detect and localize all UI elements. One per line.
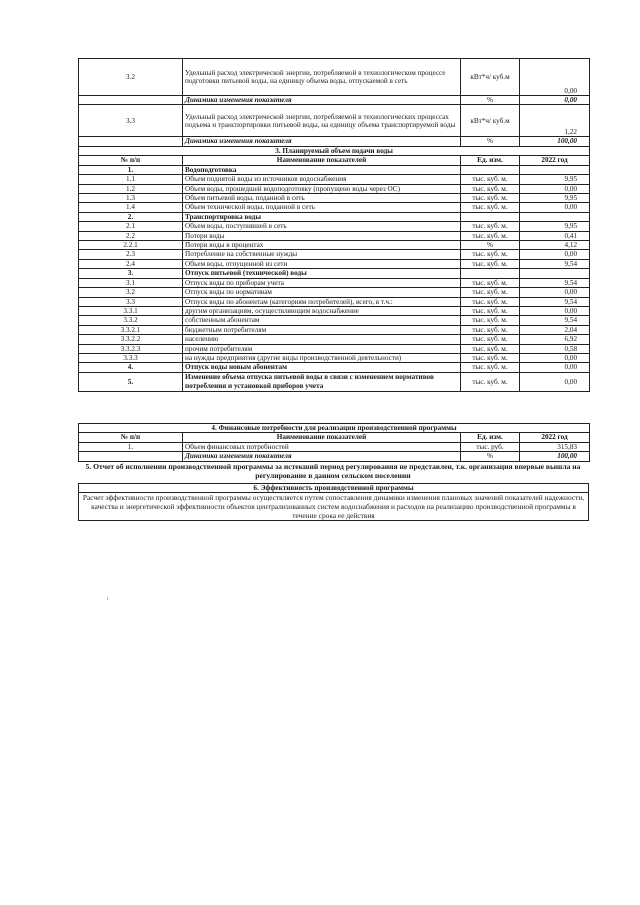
row-number: 2.2 xyxy=(79,231,183,240)
row-unit: тыс. руб. xyxy=(461,442,520,451)
row-number xyxy=(79,452,183,461)
row-unit: тыс. куб. м. xyxy=(461,184,520,193)
row-unit: тыс. куб. м. xyxy=(461,306,520,315)
header-name: Наименование показателей xyxy=(183,156,461,165)
row-name: Отпуск воды по нормативам xyxy=(183,288,461,297)
row-number: 3.3 xyxy=(79,105,183,137)
row-unit: тыс. куб. м. xyxy=(461,344,520,353)
row-unit: тыс. куб. м. xyxy=(461,363,520,372)
row-value: 0,00 xyxy=(520,353,590,362)
row-number: 1.1 xyxy=(79,175,183,184)
row-value: 9,54 xyxy=(520,316,590,325)
table-row xyxy=(79,344,590,353)
row-value: 315,83 xyxy=(520,442,590,451)
row-name: Динамика изменения показателя xyxy=(183,96,461,105)
row-name: Отпуск воды по абонентам (категориям потребителей), всего, в т.ч.: xyxy=(183,297,461,306)
table-row xyxy=(79,203,590,212)
row-value: 9,95 xyxy=(520,175,590,184)
energy-table xyxy=(78,58,590,147)
row-name: прочим потребителям xyxy=(183,344,461,353)
row-value: 9,54 xyxy=(520,259,590,268)
row-name: Потери воды в процентах xyxy=(183,241,461,250)
row-name: Транспортировка воды xyxy=(183,212,461,221)
header-unit: Ед. изм. xyxy=(461,433,520,442)
row-value: 0,00 xyxy=(520,288,590,297)
row-value: 0,00 xyxy=(520,363,590,372)
table-row xyxy=(79,241,590,250)
row-number xyxy=(79,96,183,105)
row-unit: кВт*ч/ куб.м xyxy=(461,105,520,137)
table-row xyxy=(79,259,590,268)
row-name: Потребление на собственные нужды xyxy=(183,250,461,259)
row-value: 6,92 xyxy=(520,335,590,344)
row-value: 9,95 xyxy=(520,222,590,231)
row-name: Объем поднятой воды из источников водоснабжения xyxy=(183,175,461,184)
row-unit: тыс. куб. м. xyxy=(461,353,520,362)
row-number: 3.3 xyxy=(79,297,183,306)
row-value xyxy=(520,165,590,174)
row-name: Динамика изменения показателя xyxy=(183,452,461,461)
row-unit: тыс. куб. м. xyxy=(461,222,520,231)
row-number xyxy=(79,137,183,146)
section-3-title: 3. Планируемый объем подачи воды xyxy=(79,147,590,156)
row-value: 9,95 xyxy=(520,194,590,203)
row-value: 0,00 xyxy=(520,96,590,105)
table-row xyxy=(79,105,590,137)
row-number: 3.3.1 xyxy=(79,306,183,315)
row-name: Объем воды, отпущенной из сети xyxy=(183,259,461,268)
scan-mark xyxy=(107,597,108,600)
table-row xyxy=(79,442,590,451)
table-row xyxy=(79,363,590,372)
row-unit: % xyxy=(461,137,520,146)
table-row xyxy=(79,59,590,96)
table-row xyxy=(79,137,590,146)
planned-volume-table xyxy=(78,146,590,392)
table-row xyxy=(79,194,590,203)
row-name: Отпуск питьевой (технической) воды xyxy=(183,269,461,278)
row-unit: тыс. куб. м. xyxy=(461,325,520,334)
row-unit: тыс. куб. м. xyxy=(461,335,520,344)
efficiency-table xyxy=(78,483,589,521)
row-number: 1.2 xyxy=(79,184,183,193)
row-unit: % xyxy=(461,452,520,461)
row-value: 0,00 xyxy=(520,184,590,193)
section-3-rows xyxy=(79,165,590,391)
row-number: 4. xyxy=(79,363,183,372)
table-row xyxy=(79,316,590,325)
group-row xyxy=(79,269,590,278)
row-value: 0,00 xyxy=(520,372,590,391)
row-number: 3.2 xyxy=(79,59,183,96)
row-number: 1.3 xyxy=(79,194,183,203)
row-name: бюджетным потребителям xyxy=(183,325,461,334)
section-6-title: 6. Эффективность производственной программы xyxy=(79,484,589,493)
row-name: Объем воды, прошедшей водоподготовку (пропущено воды через ОС) xyxy=(183,184,461,193)
row-value: 0,58 xyxy=(520,344,590,353)
header-num: № п/п xyxy=(79,433,183,442)
row-name: населению xyxy=(183,335,461,344)
table-row xyxy=(79,96,590,105)
row-unit xyxy=(461,165,520,174)
table-row xyxy=(79,184,590,193)
row-value: 9,54 xyxy=(520,297,590,306)
row-unit: тыс. куб. м. xyxy=(461,316,520,325)
table-row xyxy=(79,297,590,306)
row-name: Удельный расход электрической энергии, потребляемой в технологическом процессе подготовки питьевой воды, на единицу объема воды, отпускаемой в сеть xyxy=(183,59,461,96)
row-name: Объем воды, поступившей в сеть xyxy=(183,222,461,231)
row-value: 1,22 xyxy=(520,105,590,137)
table-row xyxy=(79,175,590,184)
row-value xyxy=(520,269,590,278)
row-unit xyxy=(461,269,520,278)
table-row xyxy=(79,222,590,231)
group-row xyxy=(79,212,590,221)
row-number: 3.3.3 xyxy=(79,353,183,362)
row-value: 0,41 xyxy=(520,231,590,240)
row-number: 5. xyxy=(79,372,183,391)
row-name: Водоподготовка xyxy=(183,165,461,174)
row-name: Объем технической воды, поданной в сеть xyxy=(183,203,461,212)
row-unit: тыс. куб. м. xyxy=(461,203,520,212)
row-number: 3.3.2.3 xyxy=(79,344,183,353)
row-number: 2.3 xyxy=(79,250,183,259)
row-number: 2. xyxy=(79,212,183,221)
row-unit: кВт*ч/ куб.м xyxy=(461,59,520,96)
table-row xyxy=(79,372,590,391)
row-number: 3.3.2.2 xyxy=(79,335,183,344)
row-value: 9,54 xyxy=(520,278,590,287)
table-row xyxy=(79,335,590,344)
header-year: 2022 год xyxy=(520,433,590,442)
row-name: Отпуск воды новым абонентам xyxy=(183,363,461,372)
row-number: 2.4 xyxy=(79,259,183,268)
row-value: 0,00 xyxy=(520,203,590,212)
header-name: Наименование показателей xyxy=(183,433,461,442)
row-number: 3.1 xyxy=(79,278,183,287)
row-value: 2,04 xyxy=(520,325,590,334)
row-unit: тыс. куб. м. xyxy=(461,231,520,240)
section-6-text: Расчет эффективности производственной программы осуществляется путем сопоставления динамики изменения плановых значений показателей надежности, качества и энергетической эффективности объектов централизованных систем водоснабжения и расходов на реализацию производственной программы в течение срока ее действия xyxy=(79,493,589,521)
row-name: Потери воды xyxy=(183,231,461,240)
table-row xyxy=(79,231,590,240)
row-number: 1.4 xyxy=(79,203,183,212)
table-row xyxy=(79,250,590,259)
row-unit: тыс. куб. м. xyxy=(461,297,520,306)
row-name: собственным абонентам xyxy=(183,316,461,325)
table-row xyxy=(79,353,590,362)
row-number: 3.2 xyxy=(79,288,183,297)
row-number: 3.3.2.1 xyxy=(79,325,183,334)
header-year: 2022 год xyxy=(520,156,590,165)
row-name: на нужды предприятия (другие виды производственной деятельности) xyxy=(183,353,461,362)
row-name: Изменение объема отпуска питьевой воды в связи с изменением нормативов потребления и установкой приборов учета xyxy=(183,372,461,391)
section-4-title: 4. Финансовые потребности для реализации производственной программы xyxy=(79,424,590,433)
header-num: № п/п xyxy=(79,156,183,165)
row-number: 1. xyxy=(79,165,183,174)
row-unit: тыс. куб. м. xyxy=(461,175,520,184)
group-row xyxy=(79,165,590,174)
table-row xyxy=(79,288,590,297)
row-unit: тыс. куб. м. xyxy=(461,372,520,391)
row-unit: тыс. куб. м. xyxy=(461,194,520,203)
row-value: 0,00 xyxy=(520,59,590,96)
row-number: 1. xyxy=(79,442,183,451)
row-value xyxy=(520,212,590,221)
row-name: Отпуск воды по приборам учета xyxy=(183,278,461,287)
row-name: Удельный расход электрической энергии, потребляемой в технологических процессах подъема и транспортировки питьевой воды, на единицу объема транспортируемой воды xyxy=(183,105,461,137)
table-row xyxy=(79,278,590,287)
table-row xyxy=(79,306,590,315)
row-unit: тыс. куб. м. xyxy=(461,259,520,268)
row-number: 3.3.2 xyxy=(79,316,183,325)
row-name: другим организациям, осуществляющим водоснабжение xyxy=(183,306,461,315)
header-unit: Ед. изм. xyxy=(461,156,520,165)
row-unit xyxy=(461,212,520,221)
row-name: Динамика изменения показателя xyxy=(183,137,461,146)
row-number: 3. xyxy=(79,269,183,278)
row-value: 100,00 xyxy=(520,452,590,461)
row-unit: тыс. куб. м. xyxy=(461,288,520,297)
section-5-note: 5. Отчет об исполнении производственной программы за истекший период регулирования не представлен, т.к. организация впервые вышла на регулирование в данном сельском поселении xyxy=(85,462,581,480)
table-row xyxy=(79,325,590,334)
row-value: 0,00 xyxy=(520,306,590,315)
table-row xyxy=(79,452,590,461)
row-number: 2.2.1 xyxy=(79,241,183,250)
row-name: Объем питьевой воды, поданной в сеть xyxy=(183,194,461,203)
row-name: Объем финансовых потребностей xyxy=(183,442,461,451)
row-value: 4,12 xyxy=(520,241,590,250)
table-header xyxy=(79,433,590,442)
row-unit: % xyxy=(461,241,520,250)
table-header xyxy=(79,156,590,165)
row-unit: % xyxy=(461,96,520,105)
row-number: 2.1 xyxy=(79,222,183,231)
row-value: 100,00 xyxy=(520,137,590,146)
financial-table xyxy=(78,423,590,462)
row-unit: тыс. куб. м. xyxy=(461,278,520,287)
row-value: 0,00 xyxy=(520,250,590,259)
row-unit: тыс. куб. м. xyxy=(461,250,520,259)
